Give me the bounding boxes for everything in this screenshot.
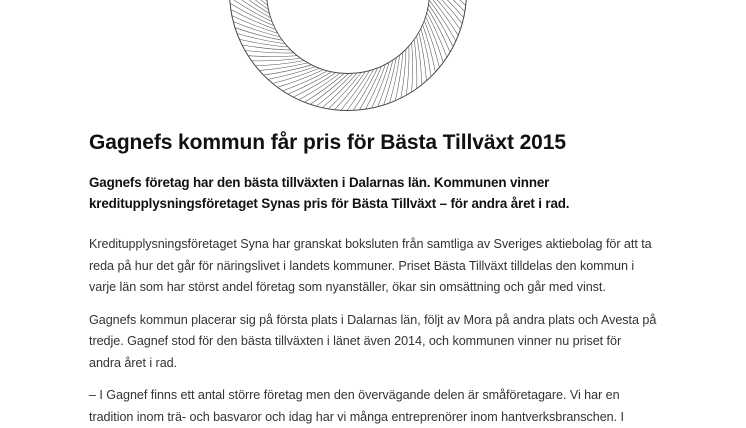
seal-ring-line [406,47,409,95]
seal-ring-line [260,63,307,70]
body-paragraph [89,385,689,428]
seal-ring-line [335,72,365,109]
seal-ring-line [384,58,396,104]
text-line: – I Gagnef finns ett antal större företag men den övervägande delen är småföretagare. Vi har en [89,388,620,402]
seal-ring-line [232,0,267,5]
text-line: varje län som har störst andel företag som nyanställer, ökar sin omsättning och går med vinst. [89,280,606,294]
lead-line: Gagnefs företag har den bästa tillväxten i Dalarnas län. Kommunen vinner [89,175,550,190]
award-seal-emblem [228,0,468,112]
seal-ring-line [430,0,458,35]
seal-ring-line [421,29,431,76]
text-line: tredje. Gagnef stod för den bästa tillväxten i länet även 2014, och kommunen vinner nu priset för [89,334,622,348]
seal-ring-line [264,65,311,75]
seal-ring-line [427,13,446,57]
seal-ring-line [249,56,297,57]
text-line: tradition inom trä- och basvaror och idag har vi många entreprenörer inom hantverksbranschen. I [89,409,624,424]
lead-line: kreditupplysningsföretaget Synas pris för Bästa Tillväxt – för andra året i rad. [89,196,570,211]
seal-ring-line [401,50,406,97]
seal-ring-line [243,45,290,50]
seal-ring-line [294,73,335,97]
seal-ring-line [430,0,464,17]
seal-ring-line [236,28,282,40]
seal-ring-line [430,0,460,29]
press-release [89,128,689,428]
seal-ring-line [426,17,443,62]
text-line: reda på hur det går för näringslivet i landets kommuner. Priset Bästa Tillväxt tilldelas den kommun i [89,258,635,273]
seal-ring-line [428,9,450,52]
seal-ring-line [417,37,422,84]
seal-ring-line [238,34,285,44]
text-line: Gagnefs kommun placerar sig på första plats i Dalarnas län, följt av Mora på andra plats och Avesta på [89,312,657,327]
body-paragraph [89,310,689,375]
seal-ring-line [414,40,417,88]
seal-ring-line [252,58,300,61]
seal-ring-line [245,50,293,53]
seal-ring-line [288,72,331,94]
seal-ring-line [419,33,426,80]
seal-ring-line [412,44,413,92]
seal-ring-line [429,5,453,46]
seal-ring-line [341,71,369,110]
lead-paragraph [89,172,689,214]
body-paragraph [89,234,689,299]
seal-ring-line [347,70,373,110]
text-line: Kreditupplysningsföretaget Syna har granskat boksluten från samtliga av Sveriges aktiebolag för att ta [89,237,652,251]
page-title: Gagnefs kommun får pris för Bästa Tillväxt 2015 [89,131,566,154]
seal-ring-line [283,71,327,90]
seal-ring-line [256,61,303,66]
text-line: andra året i rad. [89,355,178,370]
seal-ring-line [360,67,382,110]
seal-ring-line [278,70,323,87]
seal-ring-line [390,56,400,103]
seal-ring-line [231,4,274,26]
